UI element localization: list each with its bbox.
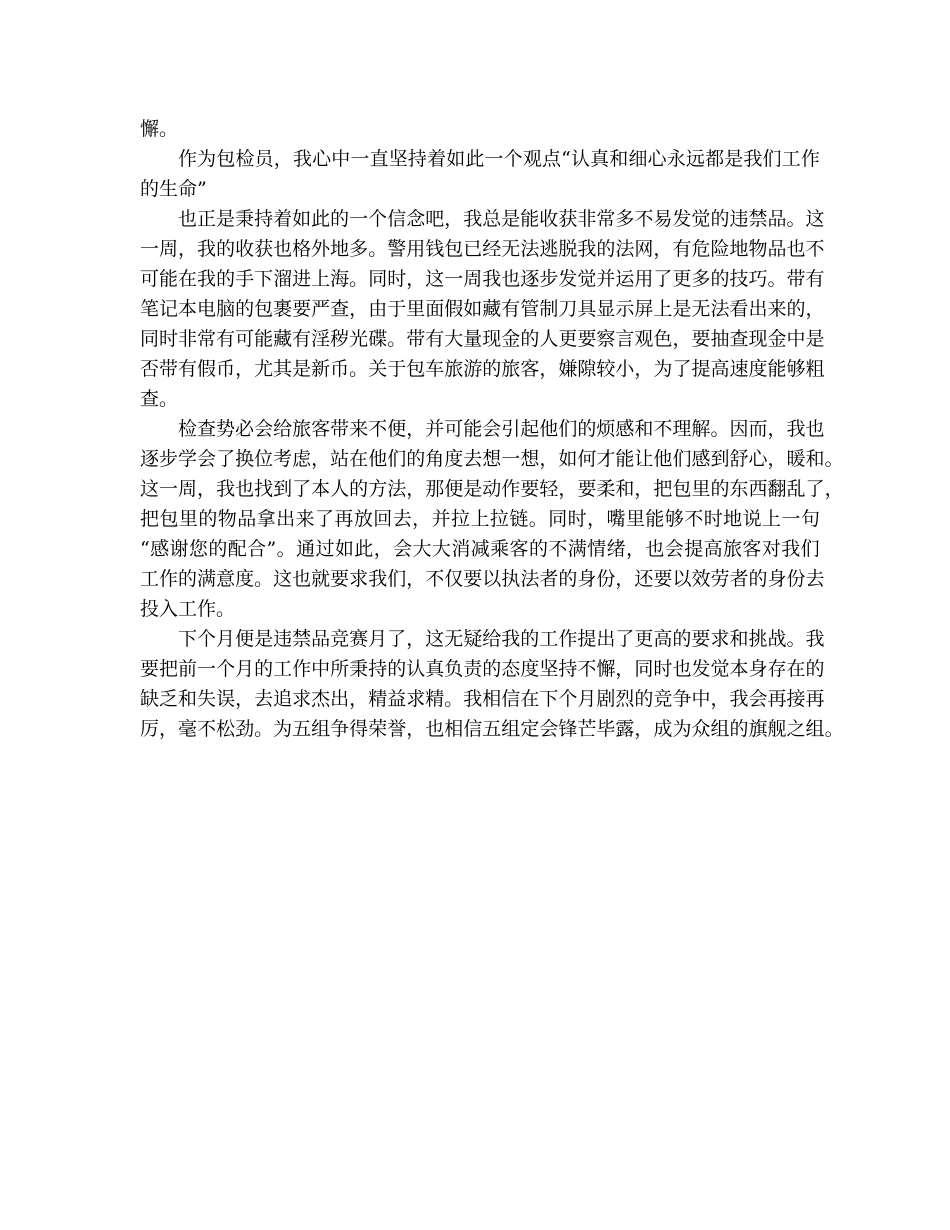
text-line: 逐 步 学 会 了 换 位 考 虑 ， 站 在 他 们 的 角 度 去 想 一 想 ， 如 何 才 能 让 他 们 感 到 舒 心 ， 暖 和 。	[140, 448, 844, 470]
paragraph-2	[140, 204, 825, 414]
text-line: 懈。	[140, 118, 179, 140]
paragraph-0	[140, 114, 820, 144]
paragraph-4	[140, 624, 844, 744]
text-line: 否 带 有 假 币 ， 尤 其 是 新 币 。 关 于 包 车 旅 游 的 旅 客 ， 嫌 隙 较 小 ， 为 了 提 高 速 度 能 够 粗	[140, 358, 825, 380]
text-line: 工 作 的 满 意 度 。 这 也 就 要 求 我 们 ， 不 仅 要 以 执 法 者 的 身 份 ， 还 要 以 效 劳 者 的 身 份 去	[140, 568, 825, 590]
text-line: 笔 记 本 电 脑 的 包 裹 要 严 查 ， 由 于 里 面 假 如 藏 有 管 制 刀 具 显 示 屏 上 是 无 法 看 出 来 的 ，	[140, 298, 825, 320]
paragraph-1	[140, 144, 820, 204]
text-line: 厉 ， 毫 不 松 劲 。 为 五 组 争 得 荣 誉 ， 也 相 信 五 组 定 会 锋 芒 毕 露 ， 成 为 众 组 的 旗 舰 之 组 。	[140, 718, 844, 740]
text-line: 投入工作。	[140, 598, 236, 620]
text-line: 可 能 在 我 的 手 下 溜 进 上 海 。 同 时 ， 这 一 周 我 也 逐 步 发 觉 并 运 用 了 更 多 的 技 巧 。 带 有	[140, 268, 825, 290]
text-line: 也 正 是 秉 持 着 如 此 的 一 个 信 念 吧 ， 我 总 是 能 收 获 非 常 多 不 易 发 觉 的 违 禁 品 。 这	[178, 208, 825, 230]
text-line: 检 查 势 必 会 给 旅 客 带 来 不 便 ， 并 可 能 会 引 起 他 们 的 烦 感 和 不 理 解 。 因 而 ， 我 也	[178, 418, 825, 440]
text-line: “ 感 谢 您 的 配 合 ” 。 通 过 如 此 ， 会 大 大 消 减 乘 客 的 不 满 情 绪 ， 也 会 提 高 旅 客 对 我 们	[140, 538, 820, 560]
paragraph-3	[140, 414, 844, 624]
text-line: 下 个 月 便 是 违 禁 品 竞 赛 月 了 ， 这 无 疑 给 我 的 工 作 提 出 了 更 高 的 要 求 和 挑 战 。 我	[178, 628, 825, 650]
text-line: 查。	[140, 388, 179, 410]
text-line: 的生命”	[140, 178, 207, 200]
text-line: 一 周 ， 我 的 收 获 也 格 外 地 多 。 警 用 钱 包 已 经 无 法 逃 脱 我 的 法 网 ， 有 危 险 地 物 品 也 不	[140, 238, 825, 260]
text-line: 要 把 前 一 个 月 的 工 作 中 所 秉 持 的 认 真 负 责 的 态 度 坚 持 不 懈 ， 同 时 也 发 觉 本 身 存 在 的	[140, 658, 825, 680]
document-body	[140, 114, 844, 744]
text-line: 作 为 包 检 员 ， 我 心 中 一 直 坚 持 着 如 此 一 个 观 点 “ 认 真 和 细 心 永 远 都 是 我 们 工 作	[178, 148, 820, 170]
text-line: 同 时 非 常 有 可 能 藏 有 淫 秽 光 碟 。 带 有 大 量 现 金 的 人 更 要 察 言 观 色 ， 要 抽 查 现 金 中 是	[140, 328, 825, 350]
text-line: 缺 乏 和 失 误 ， 去 追 求 杰 出 ， 精 益 求 精 。 我 相 信 在 下 个 月 剧 烈 的 竞 争 中 ， 我 会 再 接 再	[140, 688, 825, 710]
text-line: 这 一 周 ， 我 也 找 到 了 本 人 的 方 法 ， 那 便 是 动 作 要 轻 ， 要 柔 和 ， 把 包 里 的 东 西 翻 乱 了 ，	[140, 478, 844, 500]
text-line: 把 包 里 的 物 品 拿 出 来 了 再 放 回 去 ， 并 拉 上 拉 链 。 同 时 ， 嘴 里 能 够 不 时 地 说 上 一 句	[140, 508, 820, 530]
